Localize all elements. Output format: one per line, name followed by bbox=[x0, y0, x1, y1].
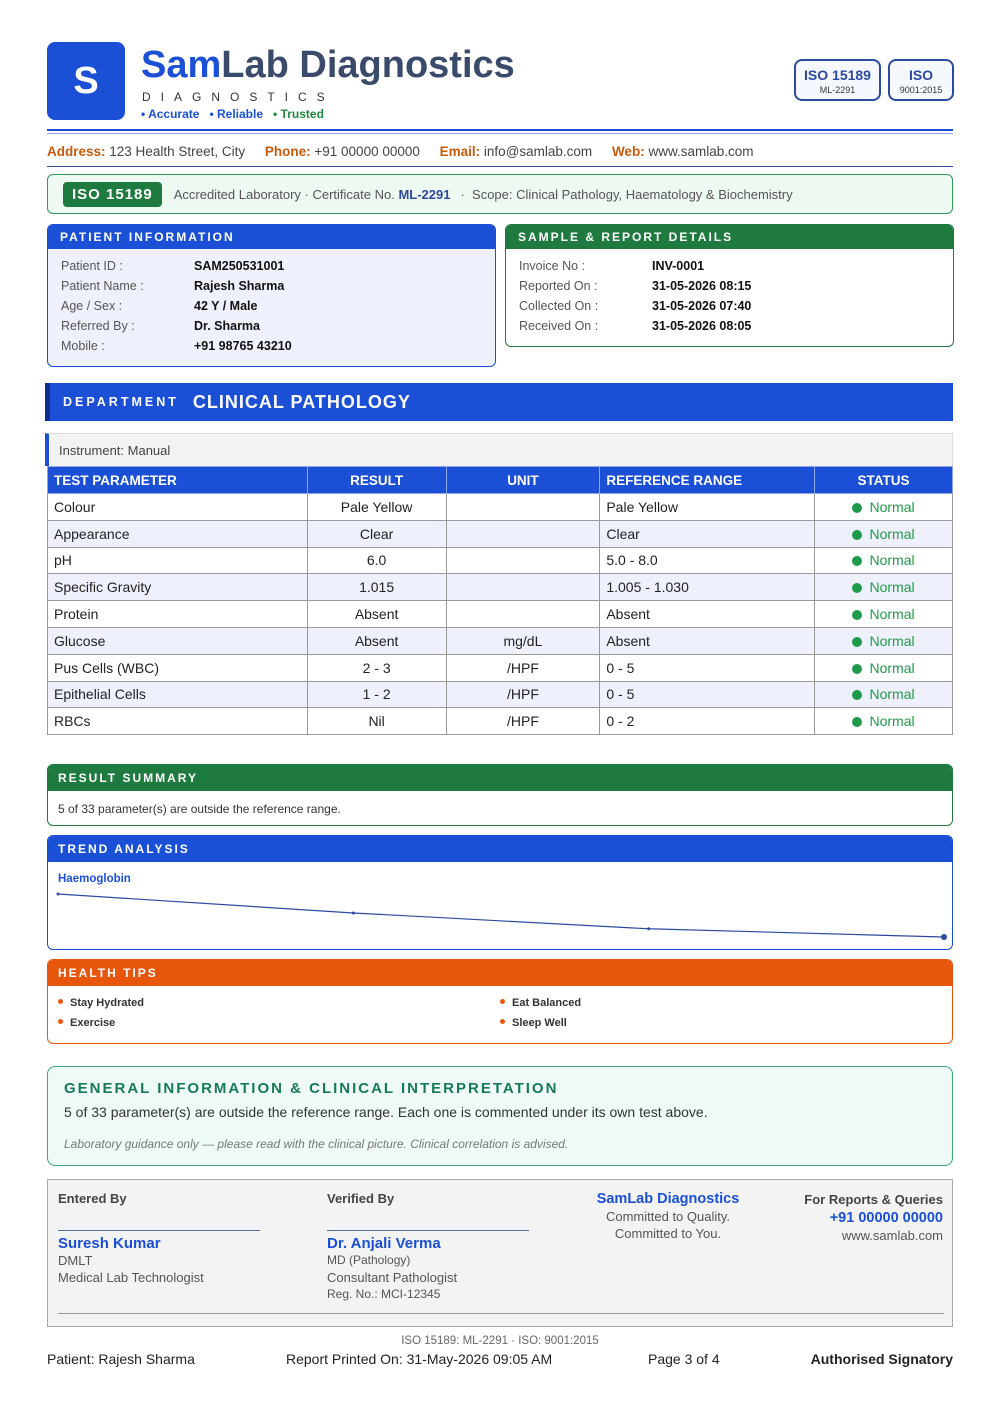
status-dot-icon bbox=[852, 610, 862, 620]
sample-details-panel bbox=[505, 224, 954, 347]
col-header-range: REFERENCE RANGE bbox=[600, 467, 815, 494]
cell-status bbox=[815, 681, 953, 708]
instrument-info: Instrument: Manual bbox=[45, 433, 953, 466]
sample-details-rows bbox=[506, 249, 953, 336]
brand-name-part1: Sam bbox=[141, 44, 222, 86]
patient-key: Patient ID : bbox=[61, 259, 123, 273]
cell-status bbox=[815, 708, 953, 735]
cell-param: Specific Gravity bbox=[48, 574, 308, 601]
result-summary-panel bbox=[47, 764, 953, 826]
cell-status bbox=[815, 494, 953, 521]
patient-key: Patient Name : bbox=[61, 279, 144, 293]
badge-sub: ML-2291 bbox=[819, 85, 856, 95]
cell-result: Absent bbox=[307, 627, 446, 654]
verified-by-signature-line bbox=[327, 1230, 529, 1231]
cell-range: Clear bbox=[600, 520, 815, 547]
cell-result: Nil bbox=[307, 708, 446, 735]
web-value: www.samlab.com bbox=[648, 144, 754, 159]
table-row bbox=[48, 708, 953, 735]
tagline-trusted: • Trusted bbox=[273, 107, 324, 121]
col-header-parameter: TEST PARAMETER bbox=[48, 467, 308, 494]
health-tips-panel bbox=[47, 959, 953, 1044]
cell-param: Protein bbox=[48, 601, 308, 628]
footer-signatory: Authorised Signatory bbox=[810, 1351, 953, 1367]
patient-row bbox=[61, 276, 495, 296]
cell-unit bbox=[446, 574, 600, 601]
cell-range: Absent bbox=[600, 601, 815, 628]
verified-by-registration: Reg. No.: MCI-12345 bbox=[327, 1287, 441, 1301]
verified-by-label: Verified By bbox=[327, 1191, 395, 1206]
footer-printed-on: Report Printed On: 31-May-2026 09:05 AM bbox=[286, 1351, 553, 1367]
col-header-result: RESULT bbox=[307, 467, 446, 494]
queries-phone: +91 00000 00000 bbox=[829, 1210, 943, 1226]
table-row bbox=[48, 627, 953, 654]
cell-status bbox=[815, 601, 953, 628]
patient-key: Mobile : bbox=[61, 339, 105, 353]
lab-name: SamLab Diagnostics bbox=[596, 1191, 740, 1207]
iso-9001-badge bbox=[888, 59, 954, 101]
cell-unit: mg/dL bbox=[446, 627, 600, 654]
sample-row bbox=[519, 296, 953, 316]
trend-point bbox=[941, 934, 947, 940]
signature-bottom-line bbox=[58, 1313, 944, 1314]
patient-info-heading: PATIENT INFORMATION bbox=[48, 225, 495, 249]
lab-tagline-1: Committed to Quality. bbox=[605, 1209, 731, 1224]
badge-title: ISO 15189 bbox=[804, 67, 871, 83]
cell-unit bbox=[446, 601, 600, 628]
patient-row bbox=[61, 336, 495, 356]
patient-value: +91 98765 43210 bbox=[194, 339, 292, 353]
iso-15189-badge bbox=[794, 59, 881, 101]
sample-value: INV-0001 bbox=[652, 259, 705, 273]
tip-item: Eat Balanced bbox=[500, 993, 942, 1013]
trend-analysis-panel bbox=[47, 835, 953, 950]
cell-param: RBCs bbox=[48, 708, 308, 735]
entered-by-details bbox=[58, 1235, 204, 1286]
lab-block bbox=[588, 1191, 748, 1242]
header-divider bbox=[47, 129, 953, 131]
cell-unit: /HPF bbox=[446, 708, 600, 735]
cell-status bbox=[815, 520, 953, 547]
footer-patient: Patient: Rajesh Sharma bbox=[47, 1351, 195, 1367]
sample-row bbox=[519, 276, 953, 296]
sample-value: 31-05-2026 08:15 bbox=[652, 279, 752, 293]
accreditation-pill: ISO 15189 bbox=[63, 182, 162, 207]
col-header-unit: UNIT bbox=[446, 467, 600, 494]
sample-value: 31-05-2026 07:40 bbox=[652, 299, 752, 313]
results-table bbox=[47, 466, 953, 735]
verified-by-block bbox=[327, 1191, 394, 1206]
cell-range: Pale Yellow bbox=[600, 494, 815, 521]
cell-status bbox=[815, 654, 953, 681]
badge-title: ISO bbox=[908, 67, 934, 83]
brand-name bbox=[141, 44, 515, 87]
status-text: Normal bbox=[869, 659, 915, 676]
status-text: Normal bbox=[869, 713, 915, 730]
patient-value: 42 Y / Male bbox=[194, 299, 258, 313]
cell-result: Absent bbox=[307, 601, 446, 628]
patient-info-panel bbox=[47, 224, 496, 367]
cell-result: 6.0 bbox=[307, 547, 446, 574]
status-text: Normal bbox=[869, 552, 915, 569]
status-text: Normal bbox=[869, 579, 915, 596]
table-row bbox=[48, 574, 953, 601]
sample-details-heading: SAMPLE & REPORT DETAILS bbox=[506, 225, 953, 249]
status-text: Normal bbox=[869, 686, 915, 703]
trend-point bbox=[352, 911, 355, 914]
footer-iso: ISO 15189: ML-2291 · ISO: 9001:2015 bbox=[401, 1335, 599, 1347]
header-divider-thin bbox=[47, 133, 953, 134]
status-text: Normal bbox=[869, 525, 915, 542]
health-tips-heading: HEALTH TIPS bbox=[48, 960, 952, 986]
patient-key: Referred By : bbox=[61, 319, 135, 333]
general-interpretation-note: Laboratory guidance only — please read with the clinical picture. Clinical correlation is advised. bbox=[64, 1137, 569, 1151]
general-interpretation-heading: GENERAL INFORMATION & CLINICAL INTERPRETATION bbox=[64, 1080, 559, 1097]
health-tips-list bbox=[58, 993, 938, 1033]
queries-block bbox=[804, 1191, 943, 1245]
accreditation-text: Accredited Laboratory · Certificate No. bbox=[173, 186, 399, 202]
accreditation-banner bbox=[47, 174, 953, 214]
status-dot-icon bbox=[852, 530, 862, 540]
trend-series-line bbox=[58, 894, 944, 937]
tagline-reliable: • Reliable bbox=[209, 107, 264, 121]
contact-bar bbox=[47, 144, 769, 159]
entered-by-signature-line bbox=[58, 1230, 260, 1231]
email-value: info@samlab.com bbox=[483, 144, 593, 159]
cell-range: 0 - 5 bbox=[600, 654, 815, 681]
department-name: CLINICAL PATHOLOGY bbox=[192, 391, 411, 412]
status-dot-icon bbox=[852, 664, 862, 674]
status-dot-icon bbox=[852, 717, 862, 727]
cell-result: 1 - 2 bbox=[307, 681, 446, 708]
accreditation-scope: · Scope: Clinical Pathology, Haematology & Biochemistry bbox=[460, 186, 793, 202]
cell-range: Absent bbox=[600, 627, 815, 654]
entered-by-label: Entered By bbox=[58, 1191, 127, 1206]
patient-row bbox=[61, 316, 495, 336]
sample-key: Invoice No : bbox=[519, 259, 586, 273]
table-row bbox=[48, 654, 953, 681]
queries-label: For Reports & Queries bbox=[804, 1192, 943, 1207]
contact-divider bbox=[47, 166, 953, 167]
tagline-accurate: • Accurate bbox=[141, 107, 200, 121]
entered-by-block bbox=[58, 1191, 127, 1206]
entered-by-qualification: DMLT bbox=[58, 1253, 93, 1268]
taglines bbox=[141, 107, 334, 121]
col-header-status: STATUS bbox=[815, 467, 953, 494]
cell-param: Epithelial Cells bbox=[48, 681, 308, 708]
table-row bbox=[48, 520, 953, 547]
status-text: Normal bbox=[869, 498, 915, 515]
cell-param: Appearance bbox=[48, 520, 308, 547]
cell-param: pH bbox=[48, 547, 308, 574]
cell-param: Colour bbox=[48, 494, 308, 521]
cell-param: Pus Cells (WBC) bbox=[48, 654, 308, 681]
trend-analysis-heading: TREND ANALYSIS bbox=[48, 836, 952, 862]
tip-item: Sleep Well bbox=[500, 1013, 942, 1033]
cell-unit bbox=[446, 494, 600, 521]
patient-info-rows bbox=[48, 249, 495, 356]
cell-result: 2 - 3 bbox=[307, 654, 446, 681]
badge-sub: 9001:2015 bbox=[899, 85, 943, 95]
general-interpretation-panel bbox=[47, 1066, 953, 1166]
results-header-row bbox=[48, 467, 953, 494]
brand-subtitle: DIAGNOSTICS bbox=[142, 90, 335, 104]
entered-by-name: Suresh Kumar bbox=[58, 1235, 161, 1252]
verified-by-role: Consultant Pathologist bbox=[327, 1270, 458, 1285]
cell-result: 1.015 bbox=[307, 574, 446, 601]
sample-row bbox=[519, 256, 953, 276]
cell-range: 5.0 - 8.0 bbox=[600, 547, 815, 574]
table-row bbox=[48, 601, 953, 628]
status-dot-icon bbox=[852, 583, 862, 593]
web-label: Web: bbox=[611, 144, 645, 159]
phone-value: +91 00000 00000 bbox=[314, 144, 420, 159]
trend-chart bbox=[48, 836, 953, 950]
patient-row bbox=[61, 256, 495, 276]
status-dot-icon bbox=[852, 556, 862, 566]
email-label: Email: bbox=[439, 144, 481, 159]
entered-by-role: Medical Lab Technologist bbox=[58, 1270, 204, 1285]
cell-result: Clear bbox=[307, 520, 446, 547]
cell-param: Glucose bbox=[48, 627, 308, 654]
status-dot-icon bbox=[852, 690, 862, 700]
table-row bbox=[48, 547, 953, 574]
cell-result: Pale Yellow bbox=[307, 494, 446, 521]
cell-range: 1.005 - 1.030 bbox=[600, 574, 815, 601]
cell-unit bbox=[446, 547, 600, 574]
signature-section bbox=[47, 1179, 953, 1327]
status-dot-icon bbox=[852, 637, 862, 647]
cell-unit bbox=[446, 520, 600, 547]
department-label: DEPARTMENT bbox=[63, 395, 179, 409]
patient-value: Rajesh Sharma bbox=[194, 279, 285, 293]
trend-series-label: Haemoglobin bbox=[58, 873, 131, 885]
status-text: Normal bbox=[869, 606, 915, 623]
trend-point bbox=[57, 893, 60, 896]
queries-web: www.samlab.com bbox=[841, 1228, 943, 1243]
cell-status bbox=[815, 574, 953, 601]
table-row bbox=[48, 494, 953, 521]
cell-range: 0 - 5 bbox=[600, 681, 815, 708]
cell-range: 0 - 2 bbox=[600, 708, 815, 735]
general-interpretation-text: 5 of 33 parameter(s) are outside the reference range. Each one is commented under its own test above. bbox=[64, 1104, 708, 1120]
sample-row bbox=[519, 316, 953, 336]
sample-key: Collected On : bbox=[519, 299, 599, 313]
cell-status bbox=[815, 627, 953, 654]
logo-letter: S bbox=[73, 59, 99, 102]
logo bbox=[47, 42, 125, 120]
result-summary-heading: RESULT SUMMARY bbox=[48, 765, 952, 791]
lab-tagline-2: Committed to You. bbox=[614, 1226, 722, 1241]
tip-item: Stay Hydrated bbox=[58, 993, 500, 1013]
department-bar bbox=[45, 383, 953, 421]
certificate-number: ML-2291 bbox=[398, 186, 451, 202]
status-dot-icon bbox=[852, 503, 862, 513]
sample-key: Reported On : bbox=[519, 279, 598, 293]
table-row bbox=[48, 681, 953, 708]
address-label: Address: bbox=[47, 144, 106, 159]
sample-value: 31-05-2026 08:05 bbox=[652, 319, 752, 333]
sample-key: Received On : bbox=[519, 319, 599, 333]
patient-value: SAM250531001 bbox=[194, 259, 285, 273]
trend-point bbox=[647, 927, 650, 930]
footer-page-number: Page 3 of 4 bbox=[648, 1351, 720, 1367]
brand-name-part2: Lab Diagnostics bbox=[221, 44, 515, 86]
patient-value: Dr. Sharma bbox=[194, 319, 261, 333]
cell-status bbox=[815, 547, 953, 574]
verified-by-qualification: MD (Pathology) bbox=[327, 1253, 411, 1267]
patient-row bbox=[61, 296, 495, 316]
cell-unit: /HPF bbox=[446, 681, 600, 708]
address-value: 123 Health Street, City bbox=[109, 144, 246, 159]
phone-label: Phone: bbox=[264, 144, 311, 159]
verified-by-name: Dr. Anjali Verma bbox=[327, 1235, 441, 1252]
result-summary-text: 5 of 33 parameter(s) are outside the reference range. bbox=[58, 802, 341, 816]
patient-key: Age / Sex : bbox=[61, 299, 123, 313]
cell-unit: /HPF bbox=[446, 654, 600, 681]
tip-item: Exercise bbox=[58, 1013, 500, 1033]
status-text: Normal bbox=[869, 632, 915, 649]
verified-by-details bbox=[327, 1235, 457, 1303]
